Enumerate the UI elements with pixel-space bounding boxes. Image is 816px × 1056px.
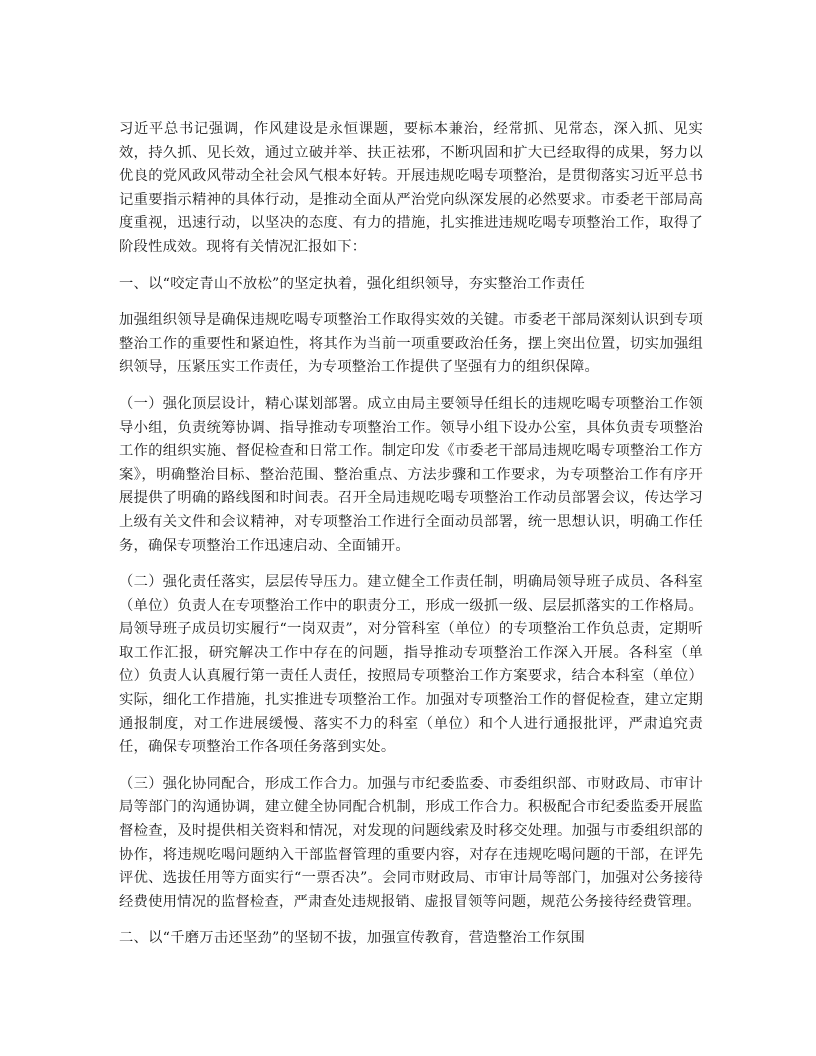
subsection-2-paragraph: （二）强化责任落实，层层传导压力。建立健全工作责任制，明确局领导班子成员、各科室（单位）负责人在专项整治工作中的职责分工，形成一级抓一级、层层抓落实的工作格局。局领导班子成员切实履行“一岗双责”，对分管科室（单位）的专项整治工作负总责，定期听取工作汇报，研究解决工作中存在的问题，指导推动专项整治工作深入开展。各科室（单位）负责人认真履行第一责任人责任，按照局专项整治工作方案要求，结合本科室（单位）实际，细化工作措施，扎实推进专项整治工作。加强对专项整治工作的督促检查，建立定期通报制度，对工作进展缓慢、落实不力的科室（单位）和个人进行通报批评，严肃追究责任，确保专项整治工作各项任务落到实处。 bbox=[119, 574, 703, 756]
section-1-intro-paragraph: 加强组织领导是确保违规吃喝专项整治工作取得实效的关键。市委老干部局深刻认识到专项整治工作的重要性和紧迫性，将其作为当前一项重要政治任务，摆上突出位置，切实加强组织领导，压紧压实工作责任，为专项整治工作提供了坚强有力的组织保障。 bbox=[119, 312, 703, 376]
document-page bbox=[119, 118, 703, 951]
section-heading-1: 一、以“咬定青山不放松”的坚定执着，强化组织领导，夯实整治工作责任 bbox=[119, 275, 586, 292]
subsection-3-paragraph: （三）强化协同配合，形成工作合力。加强与市纪委监委、市委组织部、市财政局、市审计局等部门的沟通协调，建立健全协同配合机制，形成工作合力。积极配合市纪委监委开展监督检查，及时提供相关资料和情况，对发现的问题线索及时移交处理。加强与市委组织部的协作，将违规吃喝问题纳入干部监督管理的重要内容，对存在违规吃喝问题的干部，在评先评优、选拔任用等方面实行“一票否决”。会同市财政局、市审计局等部门，加强对公务接待经费使用情况的监督检查，严肃查处违规报销、虚报冒领等问题，规范公务接待经费管理。 bbox=[119, 775, 703, 910]
intro-paragraph: 习近平总书记强调，作风建设是永恒课题，要标本兼治，经常抓、见常态，深入抓、见实效，持久抓、见长效，通过立破并举、扶正祛邪，不断巩固和扩大已经取得的成果，努力以优良的党风政风带动全社会风气根本好转。开展违规吃喝专项整治，是贯彻落实习近平总书记重要指示精神的具体行动，是推动全面从严治党向纵深发展的必然要求。市委老干部局高度重视，迅速行动，以坚决的态度、有力的措施，扎实推进违规吃喝专项整治工作，取得了阶段性成效。现将有关情况汇报如下： bbox=[119, 121, 703, 255]
section-heading-2: 二、以“千磨万击还坚劲”的坚韧不拔，加强宣传教育，营造整治工作氛围 bbox=[119, 930, 586, 947]
subsection-1-paragraph: （一）强化顶层设计，精心谋划部署。成立由局主要领导任组长的违规吃喝专项整治工作领导小组，负责统筹协调、指导推动专项整治工作。领导小组下设办公室，具体负责专项整治工作的组织实施、督促检查和日常工作。制定印发《市委老干部局违规吃喝专项整治工作方案》，明确整治目标、整治范围、整治重点、方法步骤和工作要求，为专项整治工作有序开展提供了明确的路线图和时间表。召开全局违规吃喝专项整治工作动员部署会议，传达学习上级有关文件和会议精神，对专项整治工作进行全面动员部署，统一思想认识，明确工作任务，确保专项整治工作迅速启动、全面铺开。 bbox=[119, 395, 703, 554]
